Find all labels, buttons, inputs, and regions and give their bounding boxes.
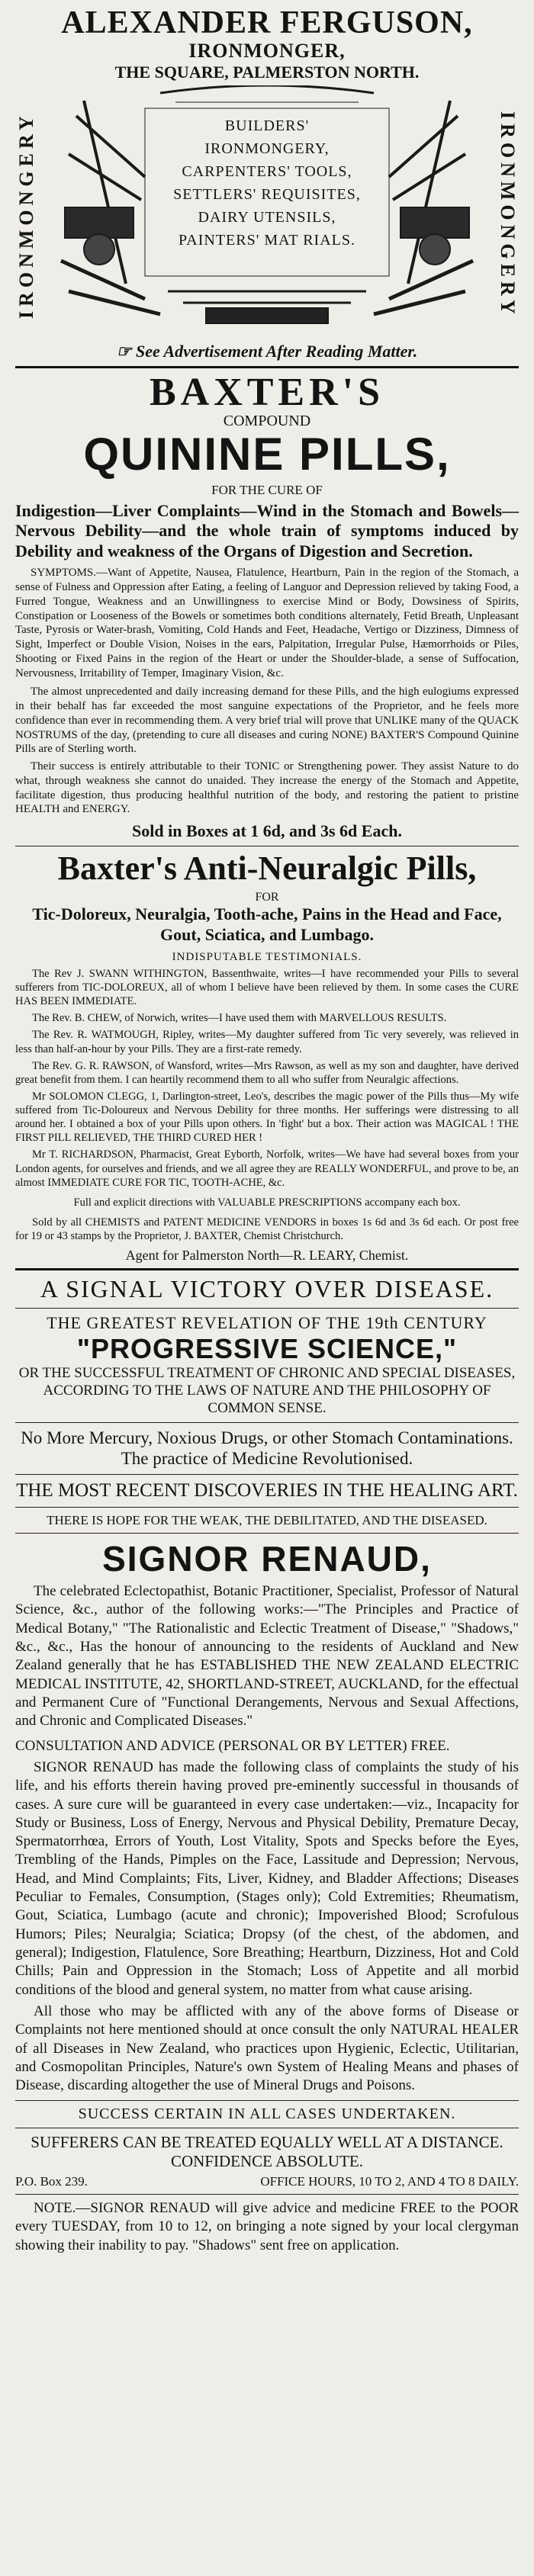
baxter-name: BAXTER'S (149, 371, 385, 415)
ailments-list: Indigestion—Liver Complaints—Wind in the Stomach and Bowels—Nervous Debility—and the whole train of symptoms induced by Debility and weakness of the Organs of Digestion and Secretion. (15, 501, 519, 560)
renaud-advertisement (15, 1275, 519, 2255)
directions-note: Full and explicit directions with VALUABLE PRESCRIPTIONS accompany each box. (73, 1196, 461, 1209)
testimonial: The Rev. R. WATMOUGH, Ripley, writes—My daughter suffered from Tic very severely, was relieved in less than half-an-hour by your Pills. They are a first-rate remedy. (15, 1029, 519, 1055)
renaud-body (15, 1582, 519, 2095)
no-more-mercury: No More Mercury, Noxious Drugs, or other Stomach Contaminations. The practice of Medicine Revolutionised. (21, 1428, 513, 1469)
anti-ailments: Tic-Doloreux, Neuralgia, Tooth-ache, Pains in the Head and Face, Gout, Sciatica, and Lumbago. (32, 904, 502, 944)
agent-line: Agent for Palmerston North—R. LEARY, Chemist. (125, 1248, 409, 1264)
testimonial: The Rev. G. R. RAWSON, of Wansford, writes—Mrs Rawson, as well as my son and daughter, have derived great benefit from them. I can heartily recommend them to all who suffer from Neuralgic affections. (15, 1059, 519, 1086)
sold-by-chemists: Sold by all CHEMISTS and PATENT MEDICINE VENDORS in boxes 1s 6d and 3s 6d each. Or post free for 19 or 43 stamps by the Proprietor, J. BAXTER, Chemist Christchurch. (15, 1216, 519, 1243)
divider (15, 1308, 519, 1309)
anti-for-label: FOR (255, 891, 279, 904)
box-and-hours (15, 2174, 519, 2189)
baxter-advertisement (15, 373, 519, 1264)
po-box: P.O. Box 239. (15, 2173, 88, 2189)
hope-line: THERE IS HOPE FOR THE WEAK, THE DEBILITATED, AND THE DISEASED. (47, 1512, 487, 1527)
consultation-line: CONSULTATION AND ADVICE (PERSONAL OR BY LETTER) FREE. (15, 1737, 450, 1754)
divider (15, 1268, 519, 1270)
progressive-science: "PROGRESSIVE SCIENCE," (76, 1333, 458, 1365)
divider (15, 2194, 519, 2195)
divider (15, 1474, 519, 1475)
quinine-pills-title: QUININE PILLS, (83, 429, 451, 480)
trade-line-1: BUILDERS' IRONMONGERY, (204, 117, 330, 158)
divider (15, 2100, 519, 2101)
for-cure-label: FOR THE CURE OF (211, 483, 323, 498)
ferguson-trade: IRONMONGER, (188, 40, 346, 63)
anti-neuralgic-title: Baxter's Anti-Neuralgic Pills, (57, 850, 477, 888)
testimonial: Mr SOLOMON CLEGG, 1, Darlington-street, Leo's, describes the magic power of the Pills thus—My wife suffered from Tic-Doloureux and Nervous Debility for three months. Her sufferings were distressing to all around her. I obtained a box of your Pills upon others. In 'fight' but a box. Their action was MAGICAL ! THE FIRST PILL RELIEVED, THE THIRD CURED HER ! (15, 1090, 519, 1145)
ferguson-name: ALEXANDER FERGUSON, (61, 5, 473, 40)
renaud-complaints: SIGNOR RENAUD has made the following class of complaints the study of his life, and his efforts therein having proved pre-eminently successful in thousands of cases. A sure cure will be guaranteed in every case undertaken:—viz., Incapacity for Study or Business, Loss of Energy, Nervous and Physical Debility, Premature Decay, Spermatorrhœa, Errors of Youth, Lost Vitality, Spots and Specks before the Eyes, Trembling of the Hands, Pimples on the Face, Lassitude and Depression; Nervous, Head, and Mind Complaints; Fits, Liver, Kidney, and Bladder Affections; Diseases Peculiar to Females, Consumption, (Stages only); Cold Extremities; Rheumatism, Gout, Sciatica, Lumbago (acute and chronic); Impoverished Blood; Scrofulous Humors; Piles; Neuralgia; Sciatica; Dropsy (of the chest, of the abdomen, and general); Indigestion, Flatulence, Sore Breathing; Heartburn, Dizziness, Hot and Cold Chills; Pain and Oppression in the Stomach; Loss of Appetite and all morbid conditions of the blood and general system, no matter from what cause arising. (15, 1759, 519, 1998)
divider (15, 1533, 519, 1534)
divider (15, 1507, 519, 1508)
sufferers-distance: SUFFERERS CAN BE TREATED EQUALLY WELL AT A DISTANCE. CONFIDENCE ABSOLUTE. (31, 2132, 503, 2170)
trade-line-2: CARPENTERS' TOOLS, (182, 163, 352, 181)
divider (15, 1422, 519, 1423)
ferguson-address: THE SQUARE, PALMERSTON NORTH. (114, 63, 420, 82)
ironmongery-side-label-left: IRONMONGERY (15, 111, 37, 319)
success-certain: SUCCESS CERTAIN IN ALL CASES UNDERTAKEN. (78, 2105, 456, 2122)
sold-in-boxes: Sold in Boxes at 1 6d, and 3s 6d Each. (132, 821, 402, 841)
testimonial: The Rev. B. CHEW, of Norwich, writes—I have used them with MARVELLOUS RESULTS. (32, 1012, 447, 1025)
symptoms-paragraph: SYMPTOMS.—Want of Appetite, Nausea, Flatulence, Heartburn, Pain in the region of the Stomach, a sense of Fulness and Oppression after Eating, a feeling of Languor and Depression relieved by taking Food, a Furred Tongue, Weakness and an Unwillingness to exercise Mind or Body, Dowsiness of Spirits, Constipation or Looseness of the Bowels or sometimes both conditions alternately, Fetid Breath, Unpleasant Taste, Pyrosis or Water-brash, Vomiting, Cold Hands and Feet, Headache, Vertigo or Dizziness, Dimness of Sight, Imperfect or Double Vision, Noises in the ears, Palpitation, Irregular Pulse, Hæmorrhoids or Piles, Shooting or Fixed Pains in the region of the Heart or under the Shoulder-blade, a sense of Suffocation, Nervousness, Irritability of Temper, Imaginary Vision, &c. (15, 567, 519, 679)
note-free-to-poor: NOTE.—SIGNOR RENAUD will give advice and medicine FREE to the POOR every TUESDAY, from 10 to 12, on bringing a note signed by your local clergyman showing their inability to pay. "Shadows" sent free on application. (15, 2199, 519, 2253)
testimonial: The Rev J. SWANN WITHINGTON, Bassenthwaite, writes—I have recommended your Pills to several sufferers from TIC-DOLOREUX, all of whom I believe have been relieved by them. In some cases the CURE HAS BEEN IMMEDIATE. (15, 967, 519, 1008)
greatest-revelation: THE GREATEST REVELATION OF THE 19th CENTURY (47, 1313, 487, 1333)
signor-renaud-name: SIGNOR RENAUD, (102, 1539, 432, 1579)
baxter-compound: COMPOUND (223, 413, 311, 430)
ironmongery-side-label-right: IRONMONGERY (497, 111, 519, 319)
indisputable-testimonials: INDISPUTABLE TESTIMONIALS. (172, 950, 362, 963)
divider (15, 366, 519, 368)
testimonials-list (15, 967, 519, 1243)
office-hours: OFFICE HOURS, 10 TO 2, AND 4 TO 8 DAILY. (260, 2173, 519, 2189)
testimonial: Mr T. RICHARDSON, Pharmacist, Great Eyborth, Norfolk, writes—We have had several boxes from your London agents, for ourselves and friends, and we all agree they are REALLY WONDERFUL, and prove to be, an almost IMMEDIATE CURE FOR TIC, TOOTH-ACHE, &c. (15, 1148, 519, 1189)
trade-line-4: DAIRY UTENSILS, (198, 209, 336, 226)
see-advertisement-note: ☞ See Advertisement After Reading Matter. (116, 342, 418, 361)
ferguson-advertisement (15, 6, 519, 361)
trade-line-5: PAINTERS' MAT RIALS. (179, 232, 355, 249)
renaud-natural-healer: All those who may be afflicted with any of the above forms of Disease or Complaints not here mentioned should at once consult the only NATURAL HEALER of all Diseases in New Zealand, who practices upon Hygienic, Eclectic, Utilitarian, and Cosmopolitan Principles, Nature's own System of Healing Means and phases of Disease, discarding altogether the use of Mineral Drugs and Poisons. (15, 2003, 519, 2094)
demand-paragraph: The almost unprecedented and daily increasing demand for these Pills, and the high eulogiums expressed in their behalf has far exceeded the most sanguine expectations of the Proprietor, and he feels more confidence than ever in recommending them. A very brief trial will prove that UNLIKE many of the QUACK NOSTRUMS of the day, (pretending to cure all diseases and curing NONE) BAXTER'S Compound Quinine Pills are of Sterling worth. (15, 686, 519, 756)
renaud-intro: The celebrated Eclectopathist, Botanic Practitioner, Specialist, Professor of Natural Science, &c., author of the following works:—"The Principles and Practice of Medical Botany," "The Rationalistic and Eclectic Treatment of Disease," "Shadows," &c., &c., Has the honour of announcing to the residents of Auckland and New Zealand generally that he has ESTABLISHED THE NEW ZEALAND ELECTRIC MEDICAL INSTITUTE, 42, SHORTLAND-STREET, AUCKLAND, for the effectual and Permanent Cure of "Functional Derangements, Nervous and Sexual Affections, and Chronic and Complicated Diseases." (15, 1583, 519, 1730)
tonic-paragraph: Their success is entirely attributable to their TONIC or Strengthening power. They assist Nature to do what, through weakness she cannot do unaided. They increase the energy of the Stomach and Appetite, facilitate digestion, thus producing healthful nutrition of the body, and restoring the patient to pristine HEALTH and ENERGY. (15, 760, 519, 816)
ironmongery-engraving (15, 85, 519, 337)
ironmongery-trade-list (168, 114, 366, 252)
newspaper-page (15, 0, 519, 2255)
trade-line-3: SETTLERS' REQUISITES, (173, 186, 361, 204)
most-recent-discoveries: THE MOST RECENT DISCOVERIES IN THE HEALING ART. (16, 1479, 518, 1501)
signal-victory-heading: A SIGNAL VICTORY OVER DISEASE. (40, 1275, 494, 1303)
successful-treatment: OR THE SUCCESSFUL TREATMENT OF CHRONIC AND SPECIAL DISEASES, ACCORDING TO THE LAWS OF NATURE AND THE PHILOSOPHY OF COMMON SENSE. (18, 1365, 516, 1416)
